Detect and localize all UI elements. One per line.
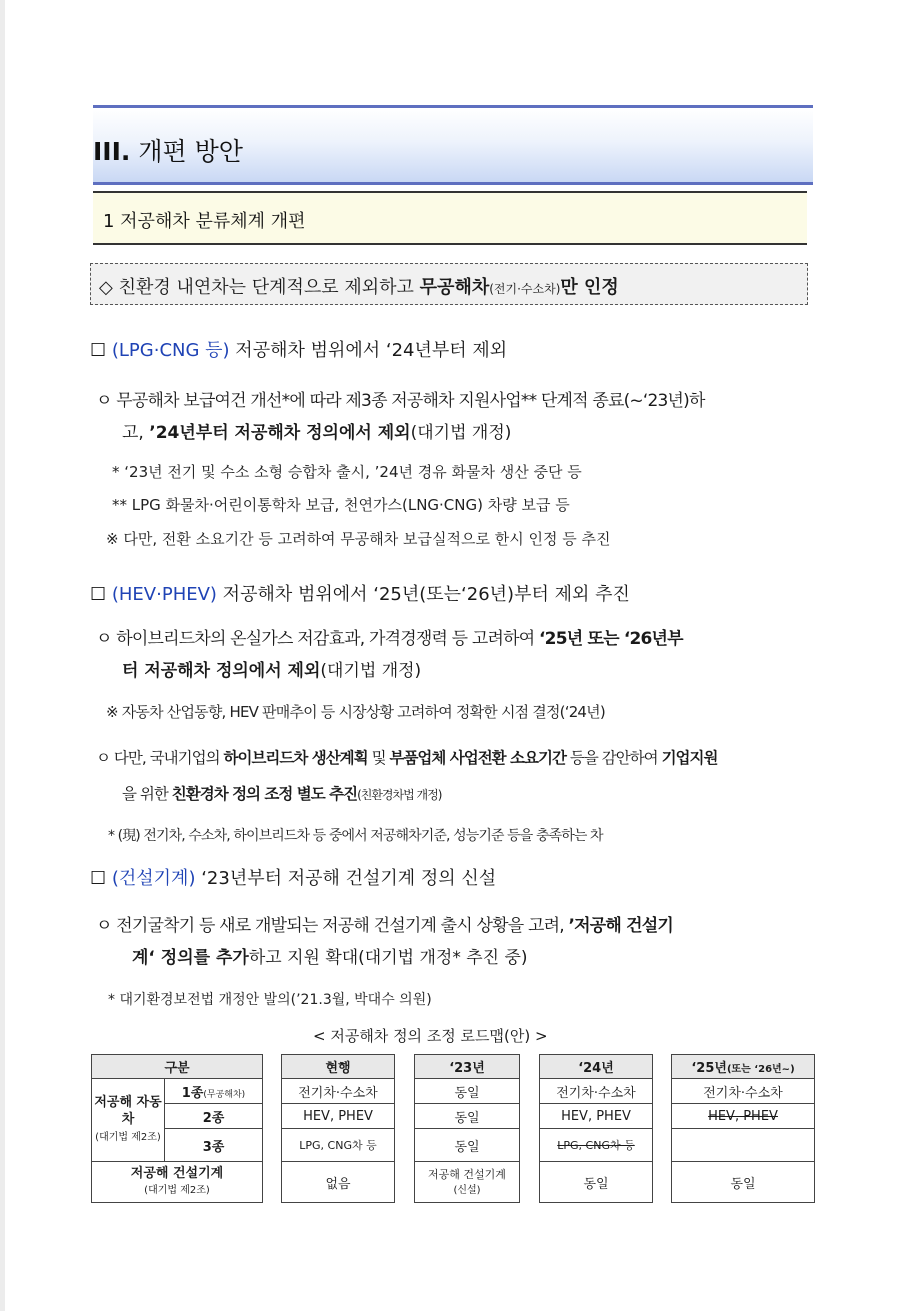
bold-text: 터 저공해차 정의에서 제외 [122, 661, 321, 681]
text: (친환경차법 개정) [357, 788, 442, 802]
heading-title: ‘23년부터 저공해 건설기계 정의 신설 [195, 868, 497, 889]
heading-tag: (LPG·CNG 등) [111, 340, 230, 361]
bold-text: 기업지원 [661, 749, 718, 767]
bullet-hev-1-line1 [96, 624, 683, 655]
y2024-row-3-text: LPG, CNG차 등 [557, 1139, 635, 1152]
group-label-cell [92, 1079, 165, 1162]
text: 고, [122, 423, 150, 443]
heading-hev [90, 580, 630, 606]
checkbox-square-icon: ☐ [90, 584, 107, 605]
category-header: 구분 [92, 1055, 263, 1079]
construction-label: 저공해 건설기계 [130, 1165, 224, 1181]
section-header [93, 105, 813, 185]
page-edge [0, 0, 5, 1311]
y2023-construction: 저공해 건설기계 [428, 1167, 506, 1181]
heading-title: 저공해차 범위에서 ‘24년부터 제외 [229, 340, 508, 361]
y2024-row-3 [540, 1129, 653, 1162]
tier-2-cell: 2종 [165, 1104, 263, 1129]
text: ㅇ 다만, 국내기업의 [96, 749, 224, 767]
heading-title: 저공해차 범위에서 ‘25년(또는‘26년)부터 제외 추진 [216, 584, 630, 605]
bold-text: 하이브리드차 생산계획 [223, 749, 368, 767]
note-lpg-1: * ‘23년 전기 및 수소 소형 승합차 출시, ’24년 경유 화물차 생산 중단 등 [112, 463, 582, 481]
text: ㅇ 전기굴착기 등 새로 개발되는 저공해 건설기계 출시 상황을 고려, [96, 916, 569, 936]
text: 을 위한 [122, 785, 172, 803]
note-construction: * 대기환경보전법 개정안 발의(’21.3월, 박대수 의원) [108, 992, 432, 1008]
current-row-1: 전기차·수소차 [282, 1079, 395, 1104]
y2025-header-text: ‘25년 [691, 1061, 727, 1076]
text: 하고 지원 확대(대기법 개정* 추진 중) [248, 948, 528, 968]
y2025-row-2 [672, 1104, 815, 1129]
policy-text [99, 273, 619, 299]
policy-paren: (전기·수소차) [489, 282, 561, 296]
y2023-header: ‘23년 [415, 1055, 520, 1079]
construction-label-cell [92, 1162, 263, 1203]
bullet-construction-line1 [96, 911, 673, 942]
y2023-row-2: 동일 [415, 1104, 520, 1129]
bullet-lpg-line2 [122, 418, 511, 449]
tier-3-cell: 3종 [165, 1129, 263, 1162]
y2025-row-1: 전기차·수소차 [672, 1079, 815, 1104]
heading-construction [90, 864, 496, 890]
text: (대기법 개정) [410, 423, 512, 443]
bullet-construction-line2 [132, 943, 528, 974]
tier-1-cell [165, 1079, 263, 1104]
roadmap-2025-table [671, 1054, 815, 1203]
y2024-header: ‘24년 [540, 1055, 653, 1079]
roadmap-2023-table [414, 1054, 520, 1203]
note-hev-1: ※ 자동차 산업동향, HEV 판매추이 등 시장상황 고려하여 정확한 시점 결정(‘24년) [106, 703, 605, 721]
y2023-row-3: 동일 [415, 1129, 520, 1162]
text: ㅇ 하이브리드차의 온실가스 저감효과, 가격경쟁력 등 고려하여 [96, 629, 540, 649]
section-title [93, 132, 243, 168]
text: (대기법 개정) [320, 661, 422, 681]
construction-sub: (대기법 제2조) [144, 1184, 210, 1196]
bullet-lpg-line1: ㅇ 무공해차 보급여건 개선*에 따라 제3종 저공해차 지원사업** 단계적 종료(~‘23년)하 [96, 391, 705, 411]
tier-1: 1종 [181, 1085, 204, 1101]
current-row-2: HEV, PHEV [282, 1104, 395, 1129]
section-number: III. [93, 137, 131, 166]
note-lpg-2: ** LPG 화물차·어린이통학차 보급, 천연가스(LNG·CNG) 차량 보급 등 [112, 496, 570, 514]
y2024-row-4: 동일 [540, 1162, 653, 1203]
y2024-row-1: 전기차·수소차 [540, 1079, 653, 1104]
bold-text: ’24년부터 저공해차 정의에서 제외 [149, 423, 411, 443]
y2025-row-2-text: HEV, PHEV [708, 1108, 778, 1124]
subsection-header [93, 191, 807, 245]
policy-lead: ◇ 친환경 내연차는 단계적으로 제외하고 [99, 277, 420, 298]
y2025-row-4: 동일 [672, 1162, 815, 1203]
y2023-row-4 [415, 1162, 520, 1203]
policy-bold-1: 무공해차 [419, 277, 490, 298]
y2023-construction-sub: (신설) [453, 1184, 481, 1196]
bold-text: ’저공해 건설기 [568, 916, 673, 936]
roadmap-current-table [281, 1054, 395, 1203]
tier-1-note: (무공해차) [203, 1089, 246, 1100]
bullet-hev-2-line2 [122, 779, 441, 811]
note-lpg-3: ※ 다만, 전환 소요기간 등 고려하여 무공해차 보급실적으로 한시 인정 등 추진 [106, 530, 611, 548]
current-row-4: 없음 [282, 1162, 395, 1203]
y2024-row-2: HEV, PHEV [540, 1104, 653, 1129]
group-label: 저공해 자동차 [94, 1095, 162, 1127]
group-sub: (대기법 제2조) [95, 1132, 161, 1143]
current-row-3: LPG, CNG차 등 [282, 1129, 395, 1162]
bold-text: 친환경차 정의 [171, 785, 261, 803]
bullet-hev-2-line1 [96, 743, 717, 774]
y2025-row-3 [672, 1129, 815, 1162]
roadmap-category-table [91, 1054, 263, 1203]
bullet-hev-1-line2 [122, 656, 421, 687]
y2025-header [672, 1055, 815, 1079]
policy-bold-2: 만 인정 [560, 277, 619, 298]
note-hev-2: * (現) 전기차, 수소차, 하이브리드차 등 중에서 저공해차기준, 성능기준 등을 충족하는 차 [108, 828, 603, 844]
heading-tag: (HEV·PHEV) [111, 584, 217, 605]
y2025-header-sub: (또는 ‘26년~) [726, 1064, 795, 1075]
bold-text: 부품업체 사업전환 소요기간 [389, 749, 566, 767]
heading-lpg [90, 336, 507, 362]
roadmap-2024-table [539, 1054, 653, 1203]
roadmap-caption: < 저공해차 정의 조정 로드맵(안) > [313, 1027, 548, 1045]
current-header: 현행 [282, 1055, 395, 1079]
subsection-title: 1 저공해차 분류체계 개편 [103, 211, 306, 232]
bold-text: 조정 별도 추진 [260, 785, 358, 803]
policy-box [90, 263, 808, 305]
heading-tag: (건설기계) [111, 868, 196, 889]
y2023-row-1: 동일 [415, 1079, 520, 1104]
bold-text: 계‘ 정의를 추가 [132, 948, 249, 968]
checkbox-square-icon: ☐ [90, 340, 107, 361]
checkbox-square-icon: ☐ [90, 868, 107, 889]
text: 등을 감안하여 [565, 749, 662, 767]
text: 및 [367, 749, 390, 767]
bold-text: ‘25년 또는 ‘26년부 [539, 629, 683, 649]
section-title-text: 개편 방안 [138, 137, 243, 166]
